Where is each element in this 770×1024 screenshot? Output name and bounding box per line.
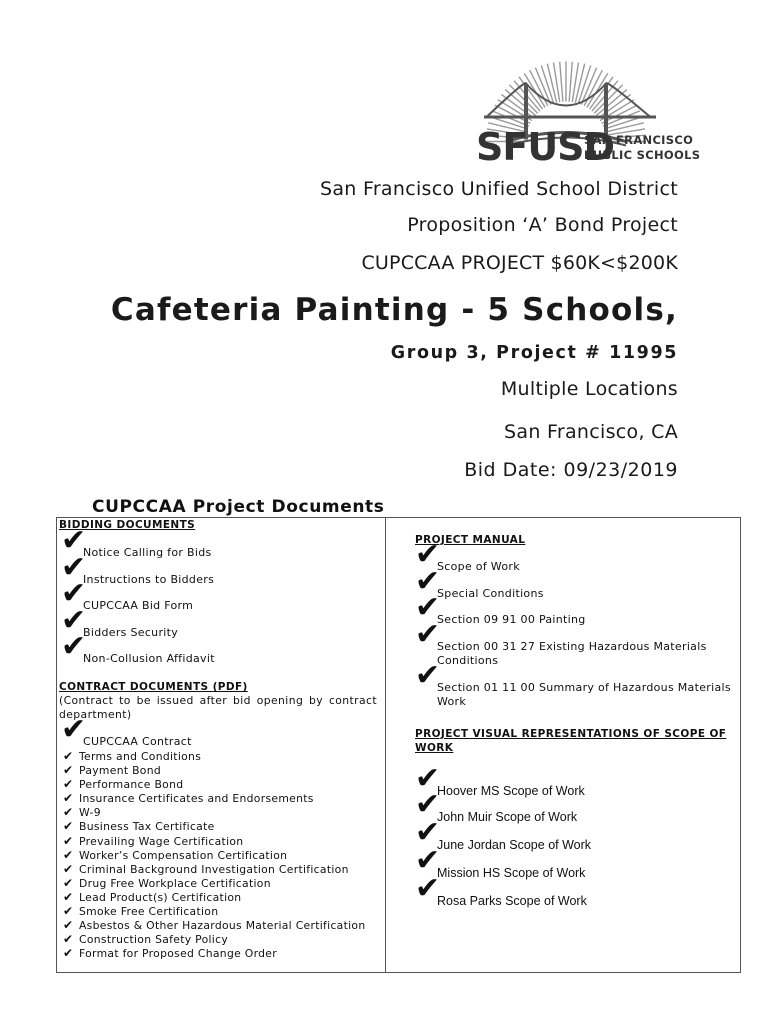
manual-item-label: Scope of Work: [437, 560, 520, 573]
list-item[interactable]: ✔ Smoke Free Certification: [63, 904, 219, 919]
contract-note: (Contract to be issued after bid opening by contract department): [59, 694, 377, 721]
list-item[interactable]: ✔ Performance Bond: [63, 777, 184, 792]
visual-representations-title: PROJECT VISUAL REPRESENTATIONS OF SCOPE OF WORK: [415, 728, 727, 754]
check-icon: ✔: [63, 791, 74, 806]
check-icon: ✔: [63, 861, 74, 876]
logo-org-line1: SAN FRANCISCO: [584, 133, 694, 147]
bidding-item-label: Non-Collusion Affidavit: [83, 652, 215, 665]
check-icon: ✔: [415, 617, 441, 652]
check-icon: ✔: [61, 523, 87, 558]
check-icon: ✔: [63, 805, 74, 820]
list-item[interactable]: ✔ Business Tax Certificate: [63, 819, 215, 834]
column-divider: [385, 517, 386, 973]
check-icon: ✔: [63, 833, 74, 848]
bidding-item-label: Notice Calling for Bids: [83, 546, 212, 559]
check-icon: ✔: [415, 537, 441, 572]
contract-items-list: [63, 749, 365, 960]
list-item[interactable]: ✔ Drug Free Workplace Certification: [63, 875, 271, 890]
project-title: Cafeteria Painting - 5 Schools,: [110, 292, 678, 328]
check-icon: ✔: [415, 871, 441, 906]
list-item[interactable]: ✔ Prevailing Wage Certification: [63, 833, 244, 848]
list-item[interactable]: ✔ Lead Product(s) Certification: [63, 889, 242, 904]
list-item[interactable]: ✔ Asbestos & Other Hazardous Material Certification: [63, 918, 366, 933]
manual-item-label: Section 00 31 27 Existing Hazardous Materials Conditions: [437, 640, 707, 667]
check-icon: ✔: [63, 819, 74, 834]
check-icon: ✔: [415, 843, 441, 878]
check-icon: ✔: [63, 889, 74, 904]
visual-item-label: Mission HS Scope of Work: [437, 866, 586, 880]
check-icon: ✔: [415, 658, 441, 693]
check-icon: ✔: [63, 777, 74, 792]
list-item[interactable]: ✔ Insurance Certificates and Endorsements: [63, 791, 314, 806]
bidding-documents-title: BIDDING DOCUMENTS: [59, 519, 196, 531]
documents-heading: CUPCCAA Project Documents: [92, 497, 385, 517]
list-item[interactable]: ✔ Terms and Conditions: [63, 749, 202, 763]
check-icon: ✔: [61, 629, 87, 664]
check-icon: ✔: [415, 761, 441, 796]
locations-line: Multiple Locations: [500, 378, 678, 400]
list-item[interactable]: ✔ Format for Proposed Change Order: [63, 946, 277, 961]
city-line: San Francisco, CA: [504, 421, 678, 443]
list-item[interactable]: ✔ Payment Bond: [63, 763, 162, 778]
proposition-line: Proposition ‘A’ Bond Project: [407, 214, 678, 236]
cupccaa-line: CUPCCAA PROJECT $60K<$200K: [361, 252, 678, 274]
logo-org-line2: PUBLIC SCHOOLS: [584, 148, 701, 162]
contract-documents-title: CONTRACT DOCUMENTS (PDF): [59, 681, 248, 693]
check-icon: ✔: [415, 590, 441, 625]
check-icon: ✔: [61, 712, 87, 747]
contract-main-item-label: CUPCCAA Contract: [83, 735, 192, 748]
bidding-item-label: Instructions to Bidders: [83, 573, 215, 586]
check-icon: ✔: [63, 946, 74, 961]
visual-item-label: John Muir Scope of Work: [437, 810, 578, 824]
check-icon: ✔: [61, 550, 87, 585]
check-icon: ✔: [415, 815, 441, 850]
sunburst-ray: [569, 62, 572, 102]
check-icon: ✔: [63, 749, 74, 763]
check-icon: ✔: [63, 918, 74, 933]
visual-item-label: June Jordan Scope of Work: [437, 838, 592, 852]
district-name: San Francisco Unified School District: [319, 178, 678, 200]
check-icon: ✔: [63, 847, 74, 862]
check-icon: ✔: [415, 564, 441, 599]
manual-item-label: Section 01 11 00 Summary of Hazardous Materials Work: [437, 681, 731, 708]
check-icon: ✔: [63, 932, 74, 947]
check-icon: ✔: [61, 576, 87, 611]
bid-date: Bid Date: 09/23/2019: [464, 459, 678, 481]
list-item[interactable]: ✔ Worker’s Compensation Certification: [63, 847, 288, 862]
list-item[interactable]: ✔ Construction Safety Policy: [63, 932, 229, 947]
manual-item-label: Special Conditions: [437, 587, 544, 600]
list-item[interactable]: ✔ Criminal Background Investigation Certification: [63, 861, 349, 876]
bidding-item-label: Bidders Security: [83, 626, 179, 639]
check-icon: ✔: [61, 603, 87, 638]
sunburst-ray: [560, 62, 563, 102]
list-item[interactable]: ✔ W-9: [63, 805, 101, 820]
manual-item-label: Section 09 91 00 Painting: [437, 613, 586, 626]
logo-wordmark: SFUSD: [476, 125, 615, 169]
check-icon: ✔: [63, 763, 74, 778]
check-icon: ✔: [415, 787, 441, 822]
check-icon: ✔: [63, 875, 74, 890]
bidding-item-label: CUPCCAA Bid Form: [83, 599, 194, 612]
visual-item-label: Hoover MS Scope of Work: [437, 784, 585, 798]
check-icon: ✔: [63, 904, 74, 919]
visual-item-label: Rosa Parks Scope of Work: [437, 894, 587, 908]
group-project-number: Group 3, Project # 11995: [390, 343, 678, 363]
project-manual-title: PROJECT MANUAL: [415, 534, 526, 546]
